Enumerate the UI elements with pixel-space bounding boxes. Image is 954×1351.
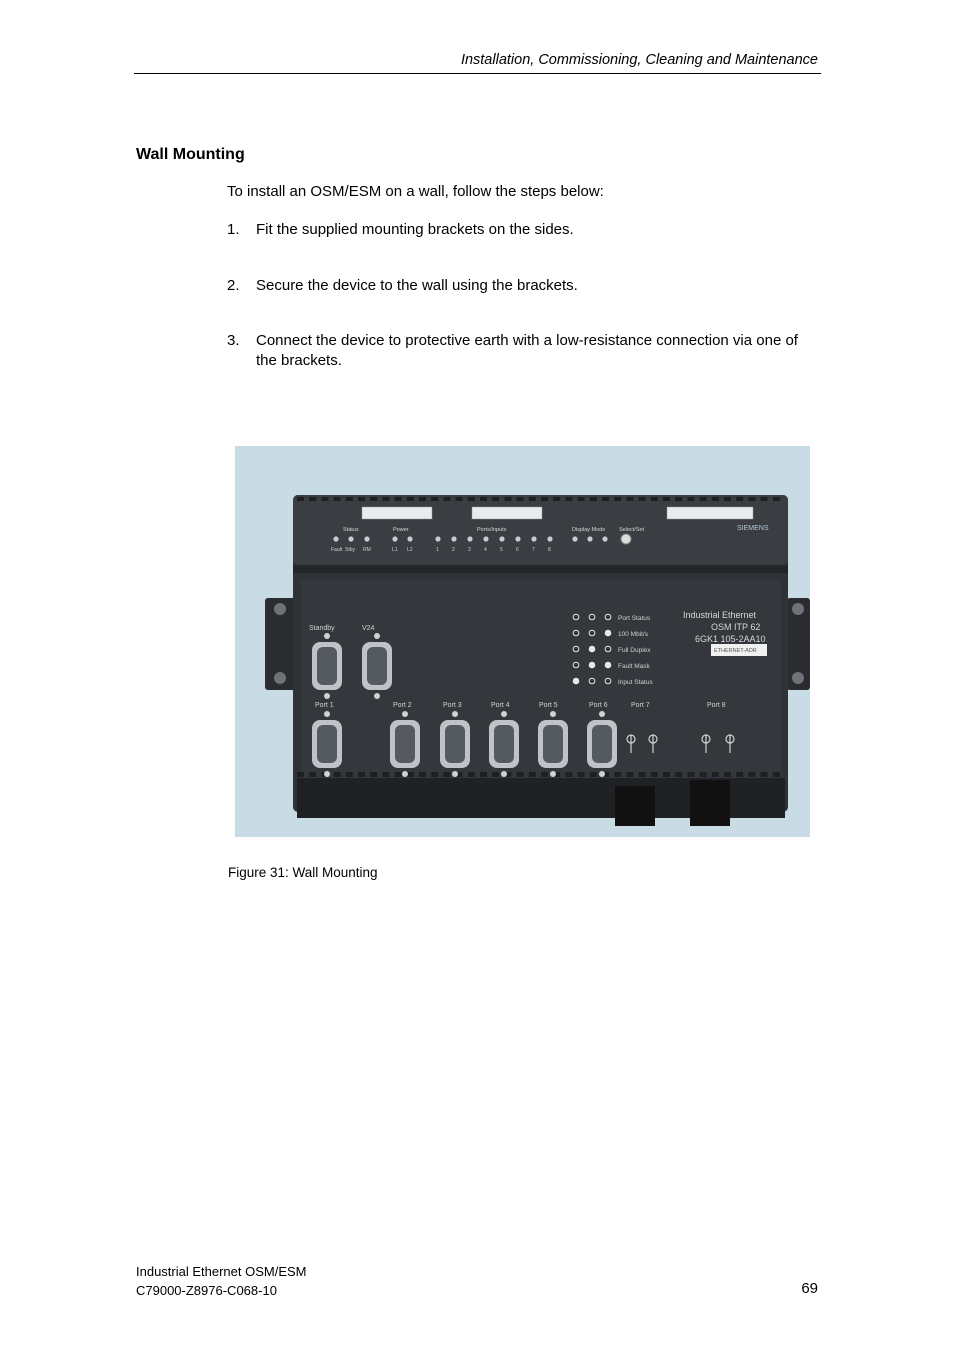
v24-label: V24 [362,625,375,632]
led-label-stby: Stby [345,547,356,553]
select-set-button [621,534,631,544]
display-mode-item: 100 Mbit/s [618,631,648,638]
vent-slot [724,772,731,777]
display-mode-item: Input Status [618,679,653,686]
intro-text: To install an OSM/ESM on a wall, follow the steps below: [227,183,604,200]
select-set-label: Select/Set [619,527,645,533]
vent-slot [529,772,536,777]
port-led-label: 1 [436,547,439,553]
vent-slot [504,497,511,501]
vent-slot [773,497,780,501]
port-label: Port 7 [631,702,650,709]
step-2 [227,276,807,296]
port-led [547,536,552,541]
vent-slot [407,497,414,501]
vent-slot [761,497,768,501]
mode-led [589,662,595,668]
standby-label: Standby [309,625,335,632]
power-label: Power [393,527,409,533]
vent-slot [346,497,353,501]
led-label-l2: L2 [407,547,413,553]
page-number: 69 [801,1280,818,1297]
port-label: Port 2 [393,702,412,709]
vent-slot [700,497,707,501]
port-led-label: 4 [484,547,487,553]
vent-slot [346,772,353,777]
ports-inputs-label: Ports/Inputs [477,527,507,533]
vent-slot [687,772,694,777]
vent-slot [297,497,304,501]
vent-slot [663,772,670,777]
port-label: Port 1 [315,702,334,709]
vent-slot [334,772,341,777]
vent-slot [736,772,743,777]
vent-slot [687,497,694,501]
step-number: 3. [227,332,240,349]
device-photo [235,446,810,837]
vent-slot [578,772,585,777]
vent-slot [724,497,731,501]
product-line-1: Industrial Ethernet [683,610,757,620]
port-led-label: 6 [516,547,519,553]
vent-slot [517,497,524,501]
vent-slot [651,497,658,501]
vent-slot [626,772,633,777]
vent-slot [761,772,768,777]
port-led [483,536,488,541]
status-label: Status [343,527,359,533]
port-label: Port 3 [443,702,462,709]
status-led [587,536,592,541]
vent-slot [565,772,572,777]
order-number: 6GK1 105-2AA10 [695,634,766,644]
status-led [407,536,412,541]
ethernet-adr-sticker: ETHERNET-ADR [714,648,757,654]
vent-slot [443,497,450,501]
step-text: Connect the device to protective earth with a low-resistance connection via one of the brackets. [256,332,798,369]
step-text: Fit the supplied mounting brackets on the sides. [256,221,574,238]
vent-slot [334,497,341,501]
vent-slot [541,772,548,777]
mode-led [605,630,611,636]
vent-slot [492,497,499,501]
port-label: Port 6 [589,702,608,709]
vent-slot [541,497,548,501]
mode-led [589,646,595,652]
vent-slot [639,772,646,777]
vent-slot [651,772,658,777]
port-led-label: 8 [548,547,551,553]
running-header: Installation, Commissioning, Cleaning and Maintenance [460,52,818,68]
display-mode-label: Display Mode [572,527,606,533]
port-led-label: 3 [468,547,471,553]
port-led-label: 2 [452,547,455,553]
step-number: 1. [227,221,240,238]
status-led [348,536,353,541]
vent-slot [614,772,621,777]
vent-slot [712,497,719,501]
product-line-2: OSM ITP 62 [711,622,761,632]
vent-slot [321,497,328,501]
status-led [364,536,369,541]
display-mode-item: Port Status [618,615,651,622]
step-text: Secure the device to the wall using the brackets. [256,277,578,294]
vent-slot [395,772,402,777]
figure-caption: Figure 31: Wall Mounting [228,865,378,880]
vent-slot [529,497,536,501]
section-heading: Wall Mounting [136,146,245,163]
port-led-label: 7 [532,547,535,553]
vent-slot [309,497,316,501]
vent-slot [675,772,682,777]
vent-slot [309,772,316,777]
port-led [435,536,440,541]
mode-led [573,678,579,684]
port-led [515,536,520,541]
vent-slot [748,497,755,501]
port-label: Port 8 [707,702,726,709]
vent-slot [700,772,707,777]
header-rule [134,73,821,74]
vent-slot [639,497,646,501]
vent-slot [675,497,682,501]
vent-slot [590,772,597,777]
status-led [333,536,338,541]
port-label: Port 5 [539,702,558,709]
vent-slot [578,497,585,501]
footer-doc-title: Industrial Ethernet OSM/ESM [136,1264,307,1279]
step-number: 2. [227,277,240,294]
vent-slot [480,497,487,501]
vent-slot [419,497,426,501]
vent-slot [382,772,389,777]
vent-slot [395,497,402,501]
vent-slot [736,497,743,501]
port-label: Port 4 [491,702,510,709]
port-led [531,536,536,541]
vent-slot [456,497,463,501]
port-led [499,536,504,541]
vent-slot [419,772,426,777]
mode-led [605,662,611,668]
port-led-label: 5 [500,547,503,553]
vent-slot [553,497,560,501]
status-led [602,536,607,541]
footer-doc-number: C79000-Z8976-C068-10 [136,1283,277,1298]
vent-slot [602,497,609,501]
vent-slot [431,772,438,777]
vent-slot [382,497,389,501]
vent-slot [468,772,475,777]
led-label-rm: RM [363,547,371,553]
vent-slot [614,497,621,501]
led-label-l1: L1 [392,547,398,553]
vent-slot [480,772,487,777]
vent-slot [431,497,438,501]
vent-slot [663,497,670,501]
brand-logo: SIEMENS [737,525,769,532]
vent-slot [565,497,572,501]
vent-slot [517,772,524,777]
status-led [572,536,577,541]
vent-slot [358,497,365,501]
vent-slot [370,772,377,777]
display-mode-item: Fault Mask [618,663,650,670]
vent-slot [297,772,304,777]
port-led [451,536,456,541]
vent-slot [370,497,377,501]
step-3 [227,331,807,371]
port-led [467,536,472,541]
vent-slot [358,772,365,777]
display-mode-item: Full Duplex [618,647,651,654]
vent-slot [773,772,780,777]
status-led [392,536,397,541]
vent-slot [443,772,450,777]
vent-slot [468,497,475,501]
vent-slot [748,772,755,777]
step-1 [227,220,807,240]
vent-slot [590,497,597,501]
vent-slot [492,772,499,777]
led-label-fault: Fault [331,547,343,553]
vent-slot [626,497,633,501]
vent-slot [712,772,719,777]
